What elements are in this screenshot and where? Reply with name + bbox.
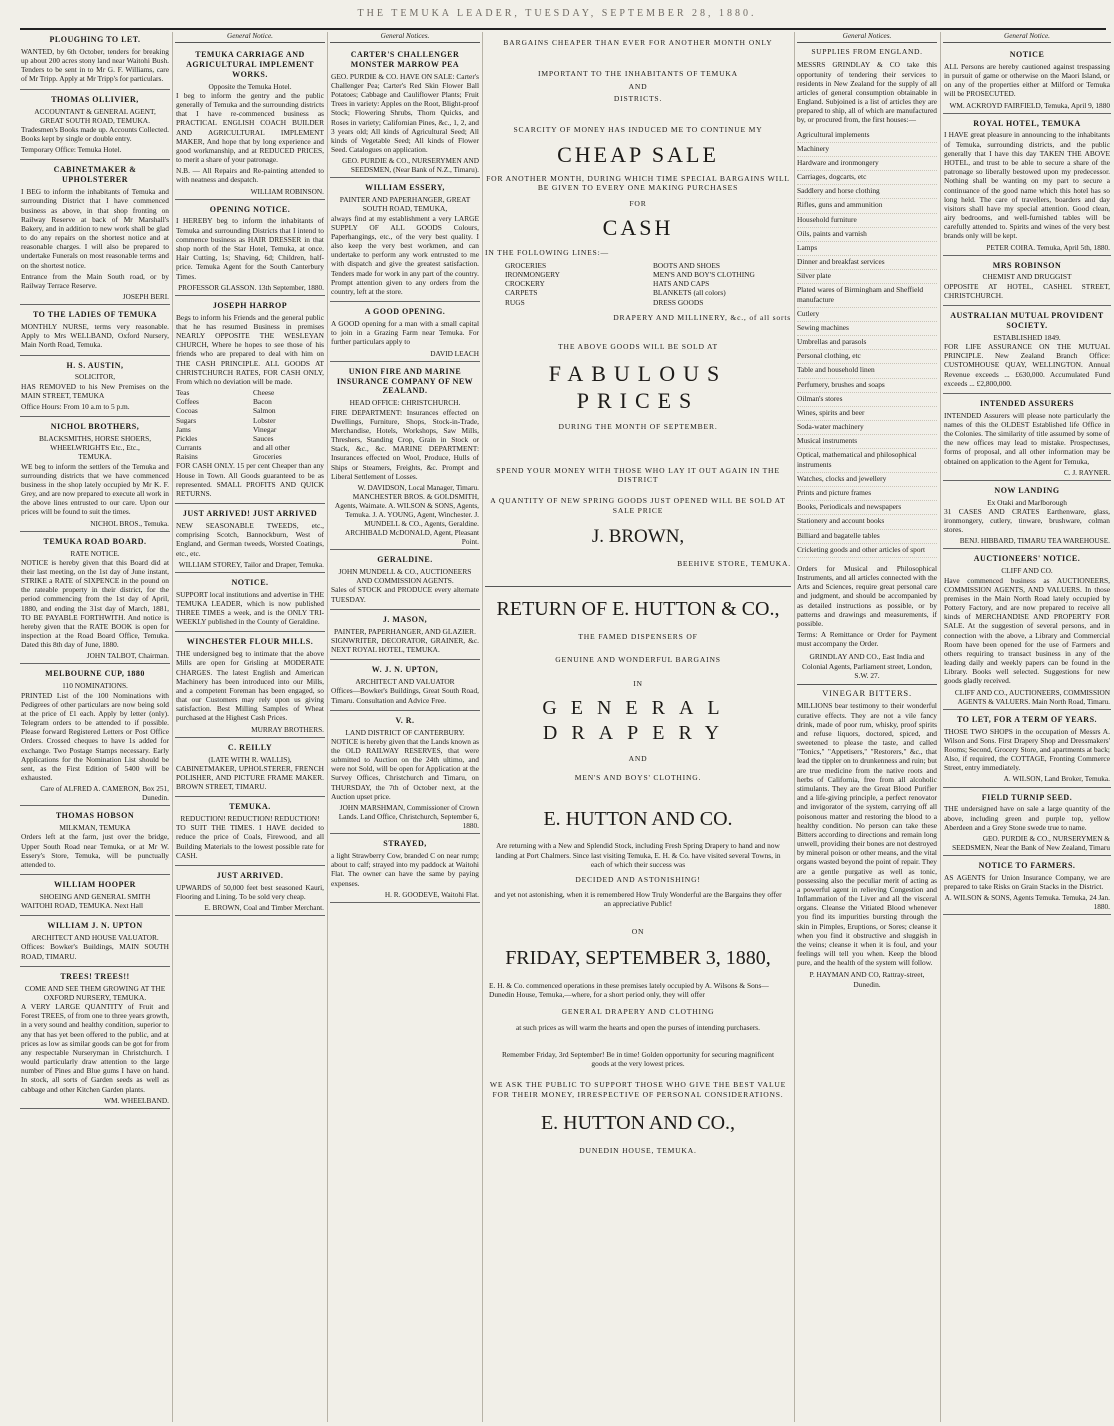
ad-signature: WILLIAM ROBINSON. xyxy=(250,186,324,196)
ad-title: WINCHESTER FLOUR MILLS. xyxy=(186,637,314,647)
ad-title: ROYAL HOTEL, TEMUKA xyxy=(973,118,1081,128)
ad-subtitle: HEAD OFFICE: CHRISTCHURCH. xyxy=(349,398,461,408)
hutton-and-co-footer: E. HUTTON AND CO., xyxy=(540,1111,736,1134)
ad-body: OPPOSITE AT HOTEL, CASHEL STREET, CHRISTCHURCH. xyxy=(944,281,1110,300)
advertisement xyxy=(20,419,170,532)
advertisement xyxy=(175,575,325,633)
ad-body: MONTHLY NURSE, terms very reasonable. Apply to Mrs WELLBAND, Oxford Nursery, Main North Road, Temuka. xyxy=(21,322,169,350)
ad-body: GEO. PURDIE & CO. HAVE ON SALE: Carter's Challenger Pea; Carter's Red Skin Flower Ball Potatoes; Cabbage and Cauliflower Plants; Fruit Trees in variety: Apples on the Root, Blight-proof Stock; Flowering Shrubs, Thorn Quicks, and Roses in variety; Californian Pines, &c., 1, 2, and 3 years old; All kinds of Agricultural Seed; All kinds of Vegetable Seed; All kinds of Flower Seed. Catalogues on application. xyxy=(331,71,479,155)
supply-item: Optical, mathematical and philosophical instruments xyxy=(797,449,937,472)
return-of-hutton-heading: RETURN OF E. HUTTON & CO., xyxy=(496,598,780,621)
ad-title: V. R. xyxy=(395,715,415,725)
friday-date-heading: FRIDAY, SEPTEMBER 3, 1880, xyxy=(505,947,771,970)
and-text: AND xyxy=(628,753,648,763)
bargains-heading: BARGAINS CHEAPER THAN EVER FOR ANOTHER MONTH ONLY xyxy=(503,38,773,47)
ad-title: PLOUGHING TO LET. xyxy=(49,35,141,44)
goods-line: BLANKETS (all colors) xyxy=(653,288,726,298)
supply-item: Silver plate xyxy=(797,270,937,284)
j-brown-name: J. BROWN, xyxy=(591,526,685,548)
ad-title: JUST ARRIVED! JUST ARRIVED xyxy=(182,509,318,519)
terms-text: Terms: A Remittance or Order for Payment must accompany the Order. xyxy=(797,630,937,649)
ad-title: C. REILLY xyxy=(227,742,273,752)
supply-item: Plated wares of Birmingham and Sheffield manufacture xyxy=(797,284,937,307)
ad-body: HAS REMOVED to his New Premises on the MAIN STREET, TEMUKA xyxy=(21,381,169,400)
ad-subtitle: RATE NOTICE. xyxy=(70,548,120,558)
ad-subtitle: PAINTER, PAPERHANGER, AND GLAZIER. xyxy=(334,626,476,636)
advertisement xyxy=(943,116,1111,256)
ad-signature: JOHN TALBOT, Chairman. xyxy=(86,651,169,661)
ad-body: WAITOHI ROAD, TEMUKA. Next Hall xyxy=(21,901,144,911)
ad-title: CABINETMAKER & UPHOLSTERER xyxy=(53,165,137,185)
ad-body: THOSE TWO SHOPS in the occupation of Messrs A. Wilson and Sons. First Drapery Shop and Dressmakers' Rooms; Second, Grocery Store, and apartments at back; Also, if required, the COTTAGE, Fronting Commerce Street, entry immediately. xyxy=(944,726,1110,773)
genuine-bargains-text: GENUINE AND WONDERFUL BARGAINS xyxy=(555,655,721,665)
advertisement xyxy=(330,47,480,178)
fabulous-prices-heading: FABULOUS PRICES xyxy=(548,360,728,413)
ad-footer: FOR CASH ONLY. 15 per cent Cheaper than any House in Town. All Goods guaranteed to be as represented. SMALL PROFITS AND QUICK RETURNS. xyxy=(176,461,324,498)
ad-subtitle: BLACKSMITHS, HORSE SHOERS, WHEELWRIGHTS Etc., Etc., xyxy=(38,434,152,453)
goods-list xyxy=(176,388,324,461)
goods-item: Cheese xyxy=(253,388,275,398)
ad-footer: Temporary Office: Temuka Hotel. xyxy=(21,145,122,155)
ad-body: THE undersigned beg to intimate that the above Mills are open for Grisling at MODERATE CHARGES. The latest English and American Machinery has been introduced into our Mills, and a competent Foreman has been engaged, so that our Customers may rely upon us giving satisfaction. Best Milling Samples of Wheat purchased at the Highest Cash Prices. xyxy=(176,649,324,723)
ad-signature: GEO. PURDIE & CO., NURSERYMEN AND SEEDSMEN, (Near Bank of N.Z., Timaru). xyxy=(341,156,479,175)
ad-title: MELBOURNE CUP, 1880 xyxy=(45,669,145,679)
advertisement xyxy=(943,308,1111,394)
ad-signature: JOSEPH BERI. xyxy=(122,292,169,302)
ad-footer: N.B. — All Repairs and Re-painting attended to with neatness and despatch. xyxy=(176,166,324,185)
ad-signature: C. J. RAYNER. xyxy=(1063,467,1110,477)
ad-body: Sales of STOCK and PRODUCE every alternate TUESDAY. xyxy=(331,585,479,604)
general-drapery-heading: GENERAL DRAPERY xyxy=(542,697,734,744)
column-head: General Notice. xyxy=(943,32,1111,43)
advertisement xyxy=(943,858,1111,915)
supply-item: Sewing machines xyxy=(797,322,937,336)
goods-item: and all other xyxy=(253,443,290,453)
advertisement xyxy=(175,634,325,737)
ad-subtitle: REDUCTION! REDUCTION! REDUCTION! xyxy=(180,814,320,824)
supply-item: Lamps xyxy=(797,242,937,256)
general-clothing-text: GENERAL DRAPERY AND CLOTHING xyxy=(561,1007,715,1017)
ad-body: I HAVE great pleasure in announcing to the inhabitants of Temuka, surrounding districts, and the public generally that I have this day TAKEN THE ABOVE HOTEL, and trust to be able to secure a share of the patronage so liberally bestowed upon my predecessor. Nothing shall be wanting on my part to secure a continuance of the good name which this hotel has so long held. The care of travellers, boarders and day visitors shall have my special attention. Good clean, airy bedrooms, and well-furnished tables will be carefully attended to. Spirits and wines of the very best brands only will be kept. xyxy=(944,130,1110,241)
goods-line: BOOTS AND SHOES xyxy=(653,260,720,270)
ad-title: MRS ROBINSON xyxy=(992,260,1062,270)
col6-ads xyxy=(943,47,1111,915)
advertisement xyxy=(330,612,480,660)
ad-body: Offices—Bowker's Buildings, Great South Road, Timaru. Consultation and Advice Free. xyxy=(331,686,479,705)
grindlay-signature: GRINDLAY AND CO., East India and Colonial Agents, Parliament street, London, S.W. 27. xyxy=(802,652,932,680)
column-1 xyxy=(20,32,170,1422)
ad-body: PRINTED List of the 100 Nominations with Pedigrees of other particulars are now being sold at the price of £1 each. Apply by letter (only). Telegram orders to be attended to if possible. Please forward Registered Letters or Post Office Orders. Crossed cheques to have 1s added for exchange. Two Postage Stamps necessary. Early Applications for the Nomination List should be sent, as the First Edition of 5400 will be exhausted. xyxy=(21,690,169,783)
advertisement xyxy=(175,868,325,916)
column-divider xyxy=(327,32,328,1422)
ad-body: FOR LIFE ASSURANCE ON THE MUTUAL PRINCIPLE. New Zealand Branch Office: CUSTOMHOUSE QUAY, WELLINGTON. Annual Revenue exceeds ... £630,000. Accumulated Fund exceeds ... £2,800,000. xyxy=(944,341,1110,388)
ad-title: NICHOL BROTHERS, xyxy=(50,422,140,432)
beehive-store-text: BEEHIVE STORE, TEMUKA. xyxy=(677,558,791,568)
ad-subtitle: Ex Otaki and Marlborough xyxy=(987,497,1067,507)
ad-body: Tradesmen's Books made up. Accounts Collected. Books kept by single or double entry. xyxy=(21,124,169,144)
advertisement xyxy=(20,307,170,355)
supply-item: Musical instruments xyxy=(797,435,937,449)
advertisement xyxy=(330,713,480,834)
advertisement xyxy=(330,304,480,361)
cheap-sale-heading: CHEAP SALE xyxy=(557,141,719,167)
column-head: General Notices. xyxy=(330,32,480,43)
ask-public-text: WE ASK THE PUBLIC TO SUPPORT THOSE WHO GIVE THE BEST VALUE FOR THEIR MONEY, IRRESPECTIVE OF PERSONAL CONSIDERATIONS. xyxy=(489,1080,787,1099)
and-text: AND xyxy=(628,81,648,91)
new-goods-text: A QUANTITY OF NEW SPRING GOODS JUST OPENED WILL BE SOLD AT SALE PRICE xyxy=(490,496,786,515)
ad-title: WILLIAM HOOPER xyxy=(54,880,136,890)
column-head: General Notices. xyxy=(797,32,937,43)
ad-body: Begs to inform his Friends and the general public that he has resumed Business in premises NEARLY OPPOSITE THE WESLEYAN CHURCH, Where he hopes to see those of his friends who are prepared to deal with him on THE CASH PRINCIPLE. ALL GOODS AT CHRISTCHURCH RATES, FOR CASH ONLY, From which no deviation will be made. xyxy=(176,312,324,386)
supply-item: Table and household linen xyxy=(797,364,937,378)
advertisement xyxy=(943,258,1111,306)
another-month-text: FOR ANOTHER MONTH, DURING WHICH TIME SPECIAL BARGAINS WILL BE GIVEN TO EVERY ONE MAKING PURCHASES xyxy=(486,174,790,193)
ad-body: I HEREBY beg to inform the inhabitants of Temuka and surrounding Districts that I intend to commence business as HAIR DRESSER in that shop north of the Star Hotel, Temuka, at once. Hair Cutting, 1s; Shaving, 6d; Children, half-price. Temuka Agent for the South Canterbury Times. xyxy=(176,216,324,281)
ad-body: 31 CASES AND CRATES Earthenware, glass, ironmongery, cutlery, tinware, brushware, colman stores. xyxy=(944,506,1110,535)
ad-subtitle: 110 NOMINATIONS. xyxy=(62,681,128,691)
ad-extra: GREAT SOUTH ROAD, TEMUKA. xyxy=(40,115,150,125)
ad-signature: GEO. PURDIE & CO., NURSERYMEN & SEEDSMEN, Near the Bank of New Zealand, Timaru xyxy=(952,833,1110,852)
ad-title: J. MASON, xyxy=(382,614,428,624)
supply-item: Saddlery and horse clothing xyxy=(797,185,937,199)
ad-subtitle: SHOEING AND GENERAL SMITH xyxy=(39,892,151,902)
ad-body: Orders left at the farm, just over the bridge, Upper South Road near Temuka, or at Mr W. Essery's Store, Temuka, will be punctually attended to. xyxy=(21,832,169,869)
ad-subtitle: ESTABLISHED 1849. xyxy=(993,332,1061,342)
supply-item: Prints and picture frames xyxy=(797,487,937,501)
goods-line: CARPETS xyxy=(505,288,538,298)
ad-body: NOTICE is hereby given that this Board did at their last meeting, on the 1st day of June instant, STRIKE a RATE of SIXPENCE in the pound on the rateable property in their district, for the period commencing from the 1st day of April, 1880, and ending the 31st day of March, 1881, TO BE PAYABLE FORTHWITH. And notice is hereby given that the RATE BOOK is open for inspection at the Road Board Office, Temuka. Dated this 8th day of June, 1880. xyxy=(21,557,169,650)
ad-signature: CLIFF AND CO., AUCTIONEERS, COMMISSION AGENTS & VALUERS. Main North Road, Timaru. xyxy=(954,687,1110,706)
masthead: THE TEMUKA LEADER, TUESDAY, SEPTEMBER 28, 1880. xyxy=(357,8,757,19)
column-divider xyxy=(794,32,795,1422)
following-lines-text: IN THE FOLLOWING LINES:— xyxy=(485,247,609,257)
goods-item: Teas xyxy=(176,388,190,398)
ad-title: TREES! TREES!! xyxy=(60,971,130,981)
ad-signature: WM. ACKROYD FAIRFIELD, Temuka, April 9, 1880 xyxy=(949,100,1110,110)
ad-title: NOTICE xyxy=(1009,49,1045,59)
ad-body: FIRE DEPARTMENT: Insurances effected on Dwellings, Furniture, Shops, Stock-in-Trade, Merchandise, Hotels, Workshops, Saw Mills, Threshers, Standing Crop, Grain in Stock or Stack, &c., &c. MARINE DEPARTMENT: Insurances effected on Wool, Produce, Hulls of Ships or Steamers, Freights, &c. Prompt and Liberal Settlement of Losses. xyxy=(331,407,479,481)
ad-subtitle: (LATE WITH R. WALLIS), xyxy=(208,754,292,764)
orders-text: Orders for Musical and Philosophical Instruments, and all articles connected with the Arts and Sciences, require great personal care and judgment, and should be accompanied by as detailed instructions as possible, or by patterns and drawings and measurements, if possible. xyxy=(797,563,937,628)
ad-title: WILLIAM ESSERY, xyxy=(365,183,445,193)
goods-line: GROCERIES xyxy=(505,260,547,270)
supply-item: Rifles, guns and ammunition xyxy=(797,199,937,213)
goods-item: Vinegar xyxy=(253,424,277,434)
goods-item: Bacon xyxy=(253,397,272,407)
ad-title: JOSEPH HARROP xyxy=(212,300,288,310)
supplies-heading: SUPPLIES FROM ENGLAND. xyxy=(811,46,923,56)
ad-title: NOTICE. xyxy=(231,577,269,587)
ad-body: NOTICE is hereby given that the Lands known as the OLD RAILWAY RESERVES, that were submitted to Auction on the 24th ultimo, and were not Sold, will be open for Application at the Survey Offices, Christchurch and Timaru, on THURSDAY, the 7th of October next, at the Auction upset price. xyxy=(331,736,479,801)
supply-item: Cutlery xyxy=(797,308,937,322)
ad-subtitle: CLIFF AND CO. xyxy=(1001,566,1053,576)
ad-title: OPENING NOTICE. xyxy=(209,204,291,214)
ad-body: a light Strawberry Cow, branded C on near rump; about to calf; strayed into my paddock at Waitohi Flat. The owner can have the same by paying expenses. xyxy=(331,851,479,888)
vinegar-signature: P. HAYMAN AND CO, Rattray-street, Dunedin. xyxy=(809,970,925,989)
famed-dispensers-text: THE FAMED DISPENSERS OF xyxy=(578,631,698,641)
ad-signature: A. WILSON, Land Broker, Temuka. xyxy=(1003,774,1110,784)
ad-separator xyxy=(797,684,937,685)
advertisement xyxy=(175,506,325,573)
advertisement xyxy=(943,551,1111,709)
supply-item: Oilman's stores xyxy=(797,393,937,407)
for-text: FOR xyxy=(629,198,647,208)
ad-body: NEW SEASONABLE TWEEDS, etc., comprising Scotch, Bannockburn, West of England, and German tweeds, Worsted Coatings, etc., etc. xyxy=(176,520,324,558)
goods-item: Sauces xyxy=(253,433,274,443)
cash-heading: CASH xyxy=(602,215,674,241)
ad-title: NOW LANDING xyxy=(994,485,1060,495)
ad-title: TO THE LADIES OF TEMUKA xyxy=(32,310,158,320)
supply-item: Cricketing goods and other articles of sport xyxy=(797,544,937,558)
important-notice: IMPORTANT TO THE INHABITANTS OF TEMUKA xyxy=(538,69,738,79)
ad-body: A GOOD opening for a man with a small capital to join in a Grazing Farm near Temuka. For further particulars apply to xyxy=(331,319,479,347)
advertisement xyxy=(20,808,170,875)
ad-body: INTENDED Assurers will please note particularly the names of this the OLDEST Established life Office in the Colonies. The similarity of title assumed by some of the new offices may lead to mistake. Prospectuses, forms of proposal, and all other information may be obtained on application to the Agent for Temuka, xyxy=(944,410,1110,466)
spend-money-text: SPEND YOUR MONEY WITH THOSE WHO LAY IT OUT AGAIN IN THE DISTRICT xyxy=(496,465,780,484)
ad-signature: MURRAY BROTHERS. xyxy=(251,724,324,734)
goods-item: Groceries xyxy=(253,452,282,462)
above-goods-text: THE ABOVE GOODS WILL BE SOLD AT xyxy=(558,342,718,352)
advertisement xyxy=(330,662,480,710)
supply-item: Stationery and account books xyxy=(797,515,937,529)
ad-signature: NICHOL BROS., Temuka. xyxy=(90,518,169,528)
goods-item: Currants xyxy=(176,443,202,453)
grindlay-intro: MESSRS GRINDLAY & CO take this opportunity of tendering their services to residents in New Zealand for the supply of all articles of general consumption obtainable in England. Subjoined is a list of articles they are prepared to ship, all of which are manufactured by, or procured from, the first houses:— xyxy=(797,60,937,125)
ad-title: INTENDED ASSURERS xyxy=(979,398,1075,408)
goods-item: Coffees xyxy=(176,397,199,407)
advertisement xyxy=(20,534,170,665)
ad-title: AUSTRALIAN MUTUAL PROVIDENT SOCIETY. xyxy=(950,311,1104,330)
ad-body: SIGNWRITER, DECORATOR, GRAINER, &c. NEXT ROYAL HOTEL, TEMUKA. xyxy=(331,635,479,655)
ad-title: TEMUKA. xyxy=(229,802,271,812)
ad-body: I BEG to inform the inhabitants of Temuka and surrounding District that I have commenced business as above, in that shop fronting on Railway Reserve at back of Mr Marshall's Bakery, and in addition to new work shall be glad to do any repairs on the shortest notice and at reasonable charges. I will also be prepared to undertake Funerals on most reasonable terms and on the shortest notice. xyxy=(21,187,169,270)
advertisement xyxy=(330,552,480,610)
top-rule xyxy=(20,28,1106,30)
ad-title: THOMAS HOBSON xyxy=(55,811,135,821)
advertisement xyxy=(175,298,325,504)
advertisement xyxy=(20,32,170,90)
supply-item: Perfumery, brushes and soaps xyxy=(797,379,937,393)
goods-item: Raisins xyxy=(176,452,198,462)
advertisement xyxy=(20,877,170,916)
ad-signature: A. WILSON & SONS, Agents Temuka. Temuka, 24 Jan. 1880. xyxy=(944,893,1110,912)
ad-title: TEMUKA ROAD BOARD. xyxy=(43,536,147,546)
ad-signature: PETER COIRA. Temuka, April 5th, 1880. xyxy=(986,242,1110,252)
supply-item: Dinner and breakfast services xyxy=(797,256,937,270)
advertisement xyxy=(20,918,170,966)
goods-line: CROCKERY xyxy=(505,279,545,289)
drapery-millinery-text: DRAPERY AND MILLINERY, &c., of all sorts xyxy=(613,312,791,322)
ad-title: WILLIAM J. N. UPTON xyxy=(47,921,143,931)
advertisement xyxy=(943,47,1111,114)
advertisement xyxy=(175,740,325,798)
column-4-display-ad xyxy=(485,32,791,1422)
advertisement xyxy=(943,483,1111,550)
goods-line: IRONMONGERY xyxy=(505,270,561,280)
goods-item: Pickles xyxy=(176,433,198,443)
ad-body: WANTED, by 6th October, tenders for breaking up about 200 acres stony land near Waitohi Bush. Tenders to be sent in to Mr G. F. Williams, care of Mr Tripp. Apply at Mr Tripp's for particulars. xyxy=(21,46,169,84)
supply-item: Personal clothing, etc xyxy=(797,350,937,364)
supply-item: Wines, spirits and beer xyxy=(797,407,937,421)
advertisement xyxy=(20,92,170,161)
ad-title: AUCTIONEERS' NOTICE. xyxy=(973,554,1081,564)
ad-signature: WILLIAM STOREY, Tailor and Draper, Temuka. xyxy=(178,559,324,569)
supply-item: Watches, clocks and jewellery xyxy=(797,473,937,487)
districts-text: DISTRICTS. xyxy=(613,93,663,103)
advertisement xyxy=(943,790,1111,857)
decided-text: DECIDED AND ASTONISHING! xyxy=(575,874,701,884)
column-6 xyxy=(943,32,1111,1422)
goods-line: DRESS GOODS xyxy=(653,297,704,307)
supply-item: Hardware and ironmongery xyxy=(797,157,937,171)
advertisement xyxy=(330,836,480,903)
ad-signature: W. DAVIDSON, Local Manager, Timaru. MANCHESTER BROS. & GOLDSMITH, Agents, Waimate. A. WILSON & SONS, Agents, Temuka. J. A. YOUNG, Agent, Winchester. J. MUNDELL & CO., Agents, Geraldine. ARCHIBALD McDONALD, Agent, Pleasant Point. xyxy=(334,482,479,547)
ad-title: FIELD TURNIP SEED. xyxy=(981,792,1073,802)
ad-title: TO LET, FOR A TERM OF YEARS. xyxy=(956,714,1098,724)
goods-line: HATS AND CAPS xyxy=(653,279,710,289)
ad-subtitle: JOHN MUNDELL & CO., AUCTIONEERS AND COMMISSION AGENTS. xyxy=(338,567,472,586)
hutton-and-co-heading: E. HUTTON AND CO. xyxy=(543,807,733,830)
remember-text: Remember Friday, 3rd September! Be in time! Golden opportunity for securing magnificent goods at the very lowest prices. xyxy=(501,1049,775,1068)
advertisement xyxy=(20,969,170,1109)
supply-item: Machinery xyxy=(797,143,937,157)
col1-ads xyxy=(20,32,170,1109)
ad-signature: E. BROWN, Coal and Timber Merchant. xyxy=(204,903,324,913)
advertisement xyxy=(20,358,170,418)
ad-title: STRAYED, xyxy=(383,839,427,849)
in-text: IN xyxy=(633,678,643,688)
ad-body: UPWARDS of 50,000 feet best seasoned Kauri, Flooring and Lining. To be sold very cheap. xyxy=(176,882,324,902)
ad-signature: H. R. GOODEVE, Waitohi Flat. xyxy=(384,889,479,899)
ad-subtitle: CHEMIST AND DRUGGIST xyxy=(982,272,1072,282)
vinegar-bitters-heading: VINEGAR BITTERS. xyxy=(822,687,912,698)
goods-item: Cocoas xyxy=(176,406,198,416)
goods-item: Lobster xyxy=(253,415,276,425)
ad-body: WE beg to inform the settlers of the Temuka and surrounding districts that we have commenced business in the shop lately occupied by Mr K. F. Grey, and are now prepared to execute all work in the above lines entrusted to our care. Upon our prices will be found to suit the times. xyxy=(21,461,169,517)
ad-signature: DAVID LEACH xyxy=(430,348,479,358)
column-head: General Notice. xyxy=(175,32,325,43)
goods-line: RUGS xyxy=(505,297,525,307)
returning-text: Are returning with a New and Splendid Stock, including Fresh Spring Drapery to hand and now landing at Port Chalmers. Since last visiting Temuka, E. H. & Co. have visited several Towns, in each of which their success was xyxy=(495,841,781,869)
ad-subtitle: MILKMAN, TEMUKA xyxy=(59,823,131,833)
ad-title: H. S. AUSTIN, xyxy=(66,360,124,370)
ad-subtitle: ARCHITECT AND VALUATOR xyxy=(355,677,455,687)
ad-signature: BENJ. HIBBARD, TIMARU TEA WAREHOUSE. xyxy=(959,536,1110,546)
col3-ads xyxy=(330,47,480,903)
supply-item: Household furniture xyxy=(797,214,937,228)
advertisement xyxy=(20,666,170,806)
scarcity-text: SCARCITY OF MONEY HAS INDUCED ME TO CONTINUE MY xyxy=(513,125,763,135)
supply-item: Oils, paints and varnish xyxy=(797,228,937,242)
ad-body: AS AGENTS for Union Insurance Company, we are prepared to take Risks on Grain Stacks in the District. xyxy=(944,872,1110,892)
ad-signature: JOHN MARSHMAN, Commissioner of Crown Lands. Land Office, Christchurch, September 6, 1880. xyxy=(338,802,479,831)
advertisement xyxy=(20,162,170,305)
supply-item: Umbrellas and parasols xyxy=(797,336,937,350)
ad-body: TO SUIT THE TIMES. I HAVE decided to reduce the price of Coals, Firewood, and all Building Materials to the lowest possible rate for CASH. xyxy=(176,823,324,860)
goods-list xyxy=(505,261,791,307)
column-divider xyxy=(940,32,941,1422)
supply-item: Billiard and bagatelle tables xyxy=(797,530,937,544)
during-month-text: DURING THE MONTH OF SEPTEMBER. xyxy=(558,422,718,432)
goods-item: Jams xyxy=(176,424,191,434)
ad-title: CARTER'S CHALLENGER MONSTER MARROW PEA xyxy=(350,49,460,69)
column-3 xyxy=(330,32,480,1422)
commenced-text: E. H. & Co. commenced operations in these premises lately occupied by A. Wilsons & Sons—Dunedin House, Temuka,—where, for a short period only, they will offer xyxy=(489,980,769,999)
ad-title: THOMAS OLLIVIER, xyxy=(51,94,139,104)
column-divider xyxy=(172,32,173,1422)
ad-subtitle: COME AND SEE THEM GROWING AT THE OXFORD NURSERY, TEMUKA. xyxy=(24,983,166,1002)
vinegar-bitters-text: MILLIONS bear testimony to their wonderful curative effects. They are not a vile fancy drink, made of poor rum, whisky, proof spirits and refuse liquors, doctored, spiced, and sweetened to please the taste, and called "Tonics," "Appetisers," "Restorers," &c., that lead the tippler on to drunkenness and ruin; but are true medicine from the native roots and herbs of California, free from all alcoholic stimulants. They are the Great Blood Purifier and a life-giving principle, a perfect renovator and invigorator of the system, carrying off all poisonous matter and restoring the blood to a healthy condition. No person can take these Bitters according to directions and remain long unwell, providing their bones are not destroyed by mineral poison or other means, and the vital organs wasted beyond the point of repair. They are a gentle purgative as well as tonic, possessing also the peculiar merit of acting as a powerful agent in relieving Congestion and Inflammation of the Liver and all the visceral organs. Cleanse the Vitiated Blood whenever you find its impurities bursting through the skin in Pimples, Eruptions, or Sores; cleanse it when you find it obstructive and sluggish in the veins; cleanse it when it is foul, and your feelings will tell you when. Keep the blood pure, and the health of the system will follow. xyxy=(797,701,937,968)
ad-footer: Office Hours: From 10 a.m to 5 p.m. xyxy=(21,401,130,411)
advertisement xyxy=(175,799,325,866)
ad-body: I beg to inform the gentry and the public generally of Temuka and the surrounding districts that I have re-commenced business as PRACTICAL ENGLISH COACH BUILDER AND AGRICULTURAL IMPLEMENT MAKER, And hope that by long experience and good workmanship, and at REDUCED PRICES, to merit a share of your patronage. xyxy=(176,90,324,165)
ad-body: always find at my establishment a very LARGE SUPPLY OF ALL GOODS Colours, Paperhangings, etc., of the very best quality. I also keep the very best workmen, and can undertake to perform any work entrusted to me with dispatch and give the greatest satisfaction. Tenders made for work in any part of the country. Prompt attention given to any orders from the country, left at the store. xyxy=(331,213,479,296)
advertisement xyxy=(175,202,325,296)
ad-subtitle: LAND DISTRICT OF CANTERBURY. xyxy=(345,727,465,737)
ad-subtitle: ACCOUNTANT & GENERAL AGENT, xyxy=(34,106,156,116)
supply-item: Soda-water machinery xyxy=(797,421,937,435)
advertisement xyxy=(175,47,325,200)
supply-item: Books, Periodicals and newspapers xyxy=(797,501,937,515)
ad-body: A VERY LARGE QUANTITY of Fruit and Forest TREES, of from one to three years growth, in a very sound and healthy condition, superior to any that has yet been offered to the public, and at prices as low as similar goods can be got for from any respectable Nurseryman in Christchurch. I would particularly draw attention to the large number of Pines and Blue gums I have on hand. In stock, all sorts of Garden seeds as well as cabbage and other Kitchen Garden plants. xyxy=(21,1002,169,1094)
mens-clothing-text: MEN'S AND BOYS' CLOTHING. xyxy=(574,773,702,783)
supplies-list xyxy=(797,129,937,558)
goods-item: Sugars xyxy=(176,415,197,425)
ad-title: TEMUKA CARRIAGE AND AGRICULTURAL IMPLEMENT WORKS. xyxy=(186,49,314,79)
column-2 xyxy=(175,32,325,1422)
ad-subtitle: PAINTER AND PAPERHANGER, GREAT SOUTH ROAD, TEMUKA, xyxy=(339,195,471,214)
goods-line: MEN'S AND BOY'S CLOTHING xyxy=(653,270,755,280)
col2-ads xyxy=(175,47,325,916)
dunedin-house-text: DUNEDIN HOUSE, TEMUKA. xyxy=(579,1145,697,1155)
ad-signature: PROFESSOR GLASSON. 13th September, 1880. xyxy=(178,282,324,292)
column-5 xyxy=(797,32,937,1422)
ad-extra: TEMUKA. xyxy=(78,452,112,462)
ad-title: UNION FIRE AND MARINE INSURANCE COMPANY OF NEW ZEALAND. xyxy=(336,366,474,396)
ad-title: JUST ARRIVED. xyxy=(216,871,284,880)
goods-item: Salmon xyxy=(253,406,276,416)
prices-text: at such prices as will warm the hearts and open the purses of intending purchasers. xyxy=(515,1022,761,1032)
ad-signature: WM. WHEELBAND. xyxy=(104,1095,169,1105)
advertisement xyxy=(943,396,1111,481)
advertisement xyxy=(943,712,1111,788)
ad-body: ALL Persons are hereby cautioned against trespassing in pursuit of game or otherwise on the Maori Island, or on any of the properties either at Milford or Temuka will be PROSECUTED. xyxy=(944,61,1110,99)
ad-title: GERALDINE. xyxy=(377,555,433,565)
ad-title: A GOOD OPENING. xyxy=(364,307,446,317)
ad-separator xyxy=(485,586,791,587)
ad-body: THE undersigned have on sale a large quantity of the above, including green and purple top, yellow Aberdeen and a Grey Stone swede true to name. xyxy=(944,804,1110,832)
on-text: ON xyxy=(631,926,645,936)
ad-subtitle: SOLICITOR, xyxy=(74,372,116,382)
advertisement xyxy=(330,364,480,551)
ad-title: W. J. N. UPTON, xyxy=(371,665,439,675)
ad-signature: Care of ALFRED A. CAMERON, Box 251, Dunedin. xyxy=(40,784,169,803)
advertisement xyxy=(330,180,480,302)
supply-item: Agricultural implements xyxy=(797,129,937,143)
ad-subtitle: ARCHITECT AND HOUSE VALUATOR. xyxy=(31,933,159,943)
column-divider xyxy=(482,32,483,1422)
ad-subtitle: Opposite the Temuka Hotel. xyxy=(208,81,292,91)
ad-title: NOTICE TO FARMERS. xyxy=(978,861,1076,871)
ad-body: CABINETMAKER, UPHOLSTERER, FRENCH POLISHER, AND PICTURE FRAME MAKER. BROWN STREET, TIMARU. xyxy=(176,763,324,792)
not-astonishing-text: and yet not astonishing, when it is remembered How Truly Wonderful are the Bargains they offer an appreciative Public! xyxy=(494,890,782,909)
ad-body: Have commenced business as AUCTIONEERS, COMMISSION AGENTS, AND VALUERS. In those premises in the Main North Road lately occupied by Pottery Factory, and are now prepared to receive all kinds of MERCHANDISE AND PROPERTY FOR SALE. At the suggestion of several persons, and in connection with the above, a Library and Commercial Room have been opened for the use of Farmers and others requiring to transact business in any of the leading daily and weekly papers can be found in the Library. Books well selected. Suggestions for new goods gladly received. xyxy=(944,575,1110,686)
ad-footer: Entrance from the Main South road, or by Railway Terrace Reserve. xyxy=(21,271,169,290)
ad-body: Offices: Bowker's Buildings, MAIN SOUTH ROAD, TIMARU. xyxy=(21,942,169,961)
ad-body: SUPPORT local institutions and advertise in THE TEMUKA LEADER, which is now published THREE TIMES a week, and is the ONLY TRI-WEEKLY published in the County of Geraldine. xyxy=(176,589,324,627)
supply-item: Carriages, dogcarts, etc xyxy=(797,171,937,185)
